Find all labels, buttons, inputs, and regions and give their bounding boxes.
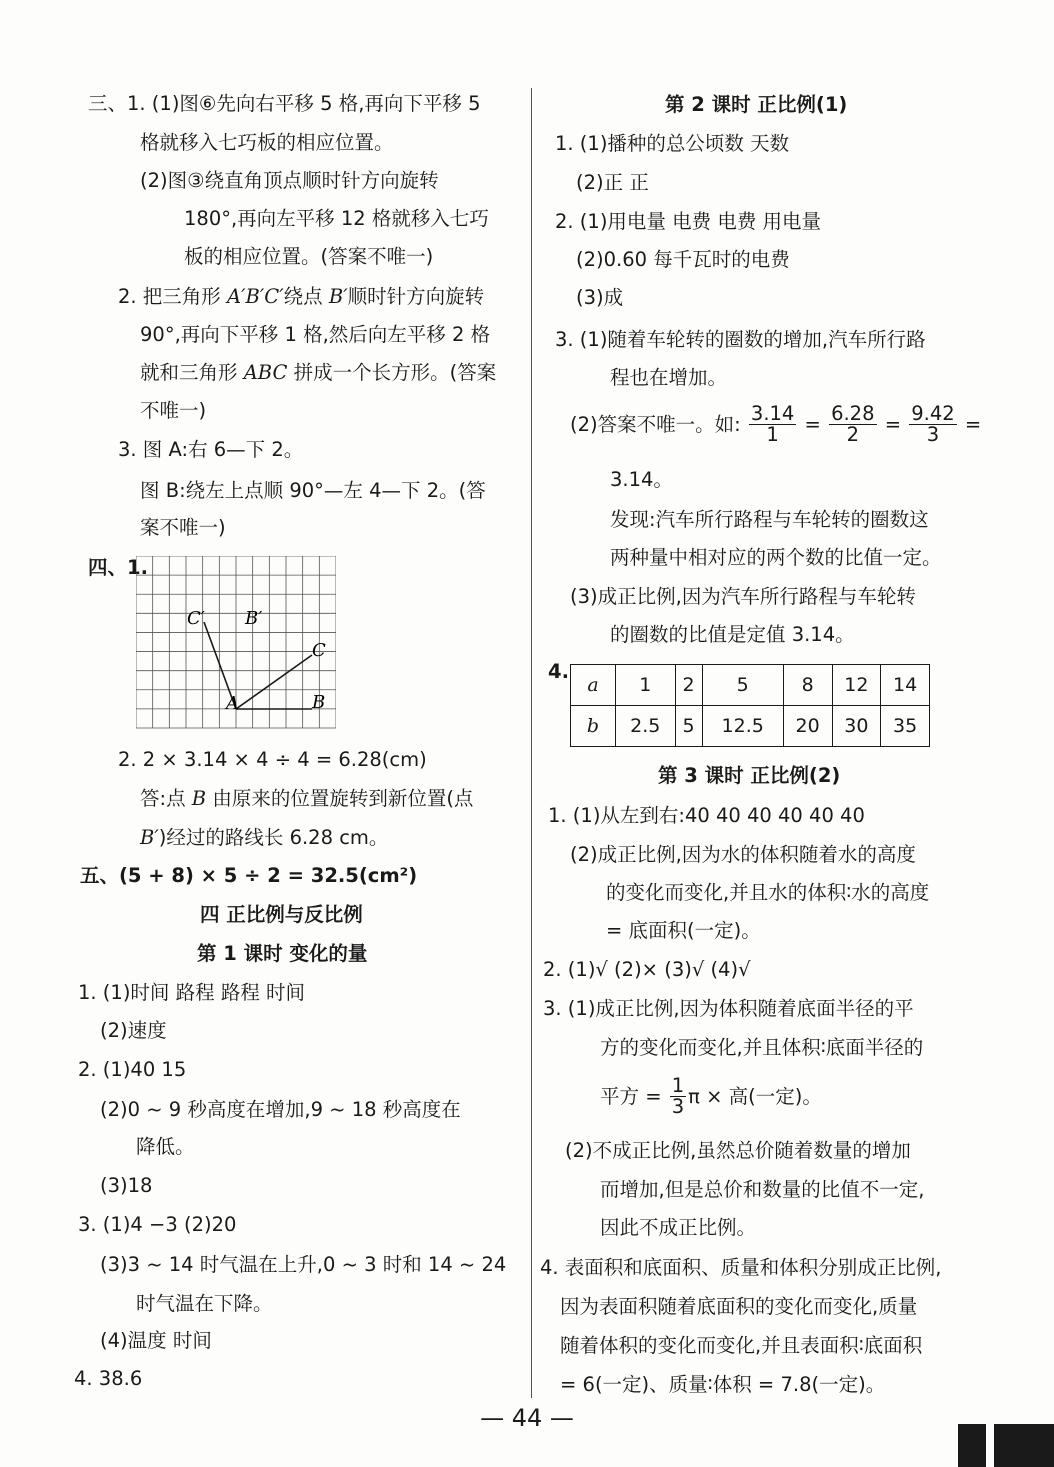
- a-b-table: [570, 664, 930, 747]
- text: 顺时针方向旋转: [347, 285, 485, 308]
- s3-q2-line2: 90°,再向下平移 1 格,然后向左平移 2 格: [140, 323, 491, 346]
- label-a: A: [226, 693, 239, 714]
- text: 平方 =: [600, 1085, 662, 1109]
- corner-mark-right: [994, 1424, 1054, 1467]
- fraction-1: [749, 404, 796, 446]
- equals-sign: =: [884, 413, 902, 437]
- lesson3-title: 第 3 课时 正比例(2): [658, 764, 841, 787]
- p4-line1: 4. 表面积和底面积、质量和体积分别成正比例,: [540, 1256, 942, 1279]
- l1-q3-line4: (4)温度 时间: [100, 1329, 212, 1352]
- table-row-b: [571, 706, 930, 747]
- left-column: [0, 0, 525, 1400]
- p3-line4: (2)不成正比例,虽然总价随着数量的增加: [565, 1139, 911, 1162]
- table-cell: 1: [616, 665, 676, 706]
- table-cell: 8: [783, 665, 832, 706]
- row-label-b: b: [571, 706, 616, 747]
- s3-q2-line4: 不唯一): [140, 399, 207, 422]
- p3-line6: 因此不成正比例。: [600, 1216, 757, 1239]
- text: 答:点: [140, 787, 186, 810]
- p4-line3: 随着体积的变化而变化,并且表面积∶底面积: [560, 1334, 923, 1357]
- s4-q1-label: 四、1.: [88, 556, 148, 579]
- l1-q2-line1: 2. (1)40 15: [78, 1058, 187, 1081]
- s4-q2-line3: [140, 828, 388, 848]
- numerator: 3.14: [750, 402, 795, 425]
- text: 由原来的位置旋转到新位置(点: [212, 787, 474, 810]
- s3-q3-line3: 案不唯一): [140, 516, 226, 539]
- s3-q3-line1: 3. 图 A:右 6—下 2。: [118, 438, 304, 461]
- l1-q1-line2: (2)速度: [100, 1019, 167, 1042]
- unit-title: 四 正比例与反比例: [200, 903, 363, 926]
- s3-q3-line2: 图 B:绕左上点顺 90°—左 4—下 2。(答: [140, 479, 486, 502]
- r-q2-line1: 2. (1)用电量 电费 电费 用电量: [555, 210, 822, 233]
- table-cell: 2.5: [616, 706, 676, 747]
- table-cell: 5: [675, 706, 702, 747]
- table-cell: 30: [832, 706, 881, 747]
- denominator: 3: [926, 423, 940, 447]
- r-q3-line7: (3)成正比例,因为汽车所行路程与车轮转: [570, 585, 916, 608]
- r-q3-line6: 两种量中相对应的两个数的比值一定。: [610, 546, 942, 569]
- l1-q2-line2: (2)0 ~ 9 秒高度在增加,9 ~ 18 秒高度在: [100, 1098, 461, 1121]
- text: 绕点: [283, 285, 323, 308]
- numerator: 6.28: [831, 402, 875, 425]
- p2-line: 2. (1)√ (2)× (3)√ (4)√: [543, 958, 751, 981]
- p4-line2: 因为表面积随着底面积的变化而变化,质量: [560, 1295, 918, 1318]
- segment-a-c: [236, 655, 312, 709]
- column-divider: [531, 88, 532, 1398]
- fraction-2: [829, 404, 876, 446]
- table-cell: 12: [832, 665, 881, 706]
- r-q1-line1: 1. (1)播种的总公顷数 天数: [555, 132, 790, 155]
- lesson1-title: 第 1 课时 变化的量: [197, 942, 368, 965]
- r-q4-label: 4.: [548, 660, 569, 683]
- denominator: 1: [766, 423, 779, 447]
- table-cell: 5: [702, 665, 783, 706]
- text: 就和三角形: [140, 361, 238, 384]
- table-cell: 35: [881, 706, 930, 747]
- label-b-prime: B′: [245, 608, 263, 629]
- fraction-one-third: [670, 1076, 686, 1118]
- r-q3-line1: 3. (1)随着车轮转的圈数的增加,汽车所行路: [555, 328, 926, 351]
- r-q3-line2: 程也在增加。: [610, 366, 728, 389]
- table-cell: 20: [783, 706, 832, 747]
- p3-line1: 3. (1)成正比例,因为体积随着底面半径的平: [543, 997, 914, 1020]
- l1-q2-line4: (3)18: [100, 1174, 153, 1197]
- table-cell: 2: [675, 665, 702, 706]
- p1-line2: (2)成正比例,因为水的体积随着水的高度: [570, 843, 916, 866]
- lesson2-title: 第 2 课时 正比例(1): [665, 93, 848, 116]
- text: 2. 把三角形: [118, 285, 221, 308]
- r-q3-line4: 3.14。: [610, 468, 673, 491]
- s3-q1-2-line3: 板的相应位置。(答案不唯一): [184, 245, 434, 268]
- math-var: A′B′C′: [227, 285, 284, 308]
- fraction-3: [909, 404, 956, 446]
- denominator: 2: [846, 423, 859, 447]
- grid-figure: [136, 556, 336, 731]
- l1-q3-line2: (3)3 ~ 14 时气温在上升,0 ~ 3 时和 14 ~ 24: [100, 1253, 507, 1276]
- denominator: 3: [671, 1095, 685, 1119]
- text: π × 高(一定)。: [688, 1085, 822, 1109]
- l1-q1-line1: 1. (1)时间 路程 路程 时间: [78, 981, 306, 1004]
- r-q3-line3: [570, 404, 981, 446]
- p3-line5: 而增加,但是总价和数量的比值不一定,: [600, 1178, 925, 1201]
- s3-q1-2-line2: 180°,再向左平移 12 格就移入七巧: [184, 207, 489, 230]
- s3-q1-line1: 三、1. (1)图⑥先向右平移 5 格,再向下平移 5: [88, 92, 481, 115]
- right-column: [540, 0, 1054, 1400]
- s4-q2-line1: 2. 2 × 3.14 × 4 ÷ 4 = 6.28(cm): [118, 748, 427, 771]
- page-number: — 44 —: [480, 1404, 574, 1432]
- r-q3-line8: 的圈数的比值是定值 3.14。: [610, 623, 855, 646]
- s3-q1-2-line1: (2)图③绕直角顶点顺时针方向旋转: [140, 169, 439, 192]
- equals-sign: =: [804, 413, 821, 437]
- p1-line3: 的变化而变化,并且水的体积∶水的高度: [606, 881, 930, 904]
- r-q2-line3: (3)成: [576, 286, 624, 309]
- table-cell: 14: [881, 665, 930, 706]
- table-cell: 12.5: [702, 706, 783, 747]
- label-c: C: [312, 640, 326, 661]
- s3-q2-line3: [140, 363, 496, 383]
- math-var: B′: [328, 285, 348, 308]
- s3-q2-line1: [118, 287, 484, 307]
- p1-line1: 1. (1)从左到右:40 40 40 40 40 40: [548, 804, 865, 827]
- label-c-prime: C′: [187, 608, 205, 629]
- r-q2-line2: (2)0.60 每千瓦时的电费: [576, 248, 790, 271]
- p4-line4: = 6(一定)、质量∶体积 = 7.8(一定)。: [560, 1373, 886, 1396]
- l1-q2-line3: 降低。: [136, 1135, 195, 1158]
- text: )经过的路线长 6.28 cm。: [158, 826, 389, 849]
- math-var: B: [191, 787, 207, 810]
- text: (2)答案不唯一。如:: [570, 413, 741, 437]
- l1-q3-line1: 3. (1)4 −3 (2)20: [78, 1213, 237, 1236]
- r-q1-line2: (2)正 正: [576, 171, 649, 194]
- numerator: 1: [671, 1074, 685, 1097]
- s3-q1-line2: 格就移入七巧板的相应位置。: [140, 131, 394, 154]
- p3-line2: 方的变化而变化,并且体积∶底面半径的: [600, 1036, 924, 1059]
- equals-sign: =: [964, 413, 982, 437]
- table-row-a: [571, 665, 930, 706]
- math-var: ABC: [243, 361, 288, 384]
- p3-line3: [600, 1076, 822, 1118]
- text: 拼成一个长方形。(答案: [293, 361, 497, 384]
- s5-line: 五、(5 + 8) × 5 ÷ 2 = 32.5(cm²): [80, 864, 418, 887]
- l1-q4-line: 4. 38.6: [74, 1367, 143, 1390]
- math-var: B′: [140, 826, 159, 849]
- corner-mark-left: [958, 1424, 986, 1467]
- r-q3-line5: 发现:汽车所行路程与车轮转的圈数这: [610, 508, 929, 531]
- p1-line4: = 底面积(一定)。: [606, 919, 761, 942]
- row-label-a: a: [571, 665, 616, 706]
- l1-q3-line3: 时气温在下降。: [136, 1292, 273, 1315]
- numerator: 9.42: [911, 402, 955, 425]
- s4-q2-line2: [140, 789, 473, 809]
- label-b: B: [312, 692, 326, 713]
